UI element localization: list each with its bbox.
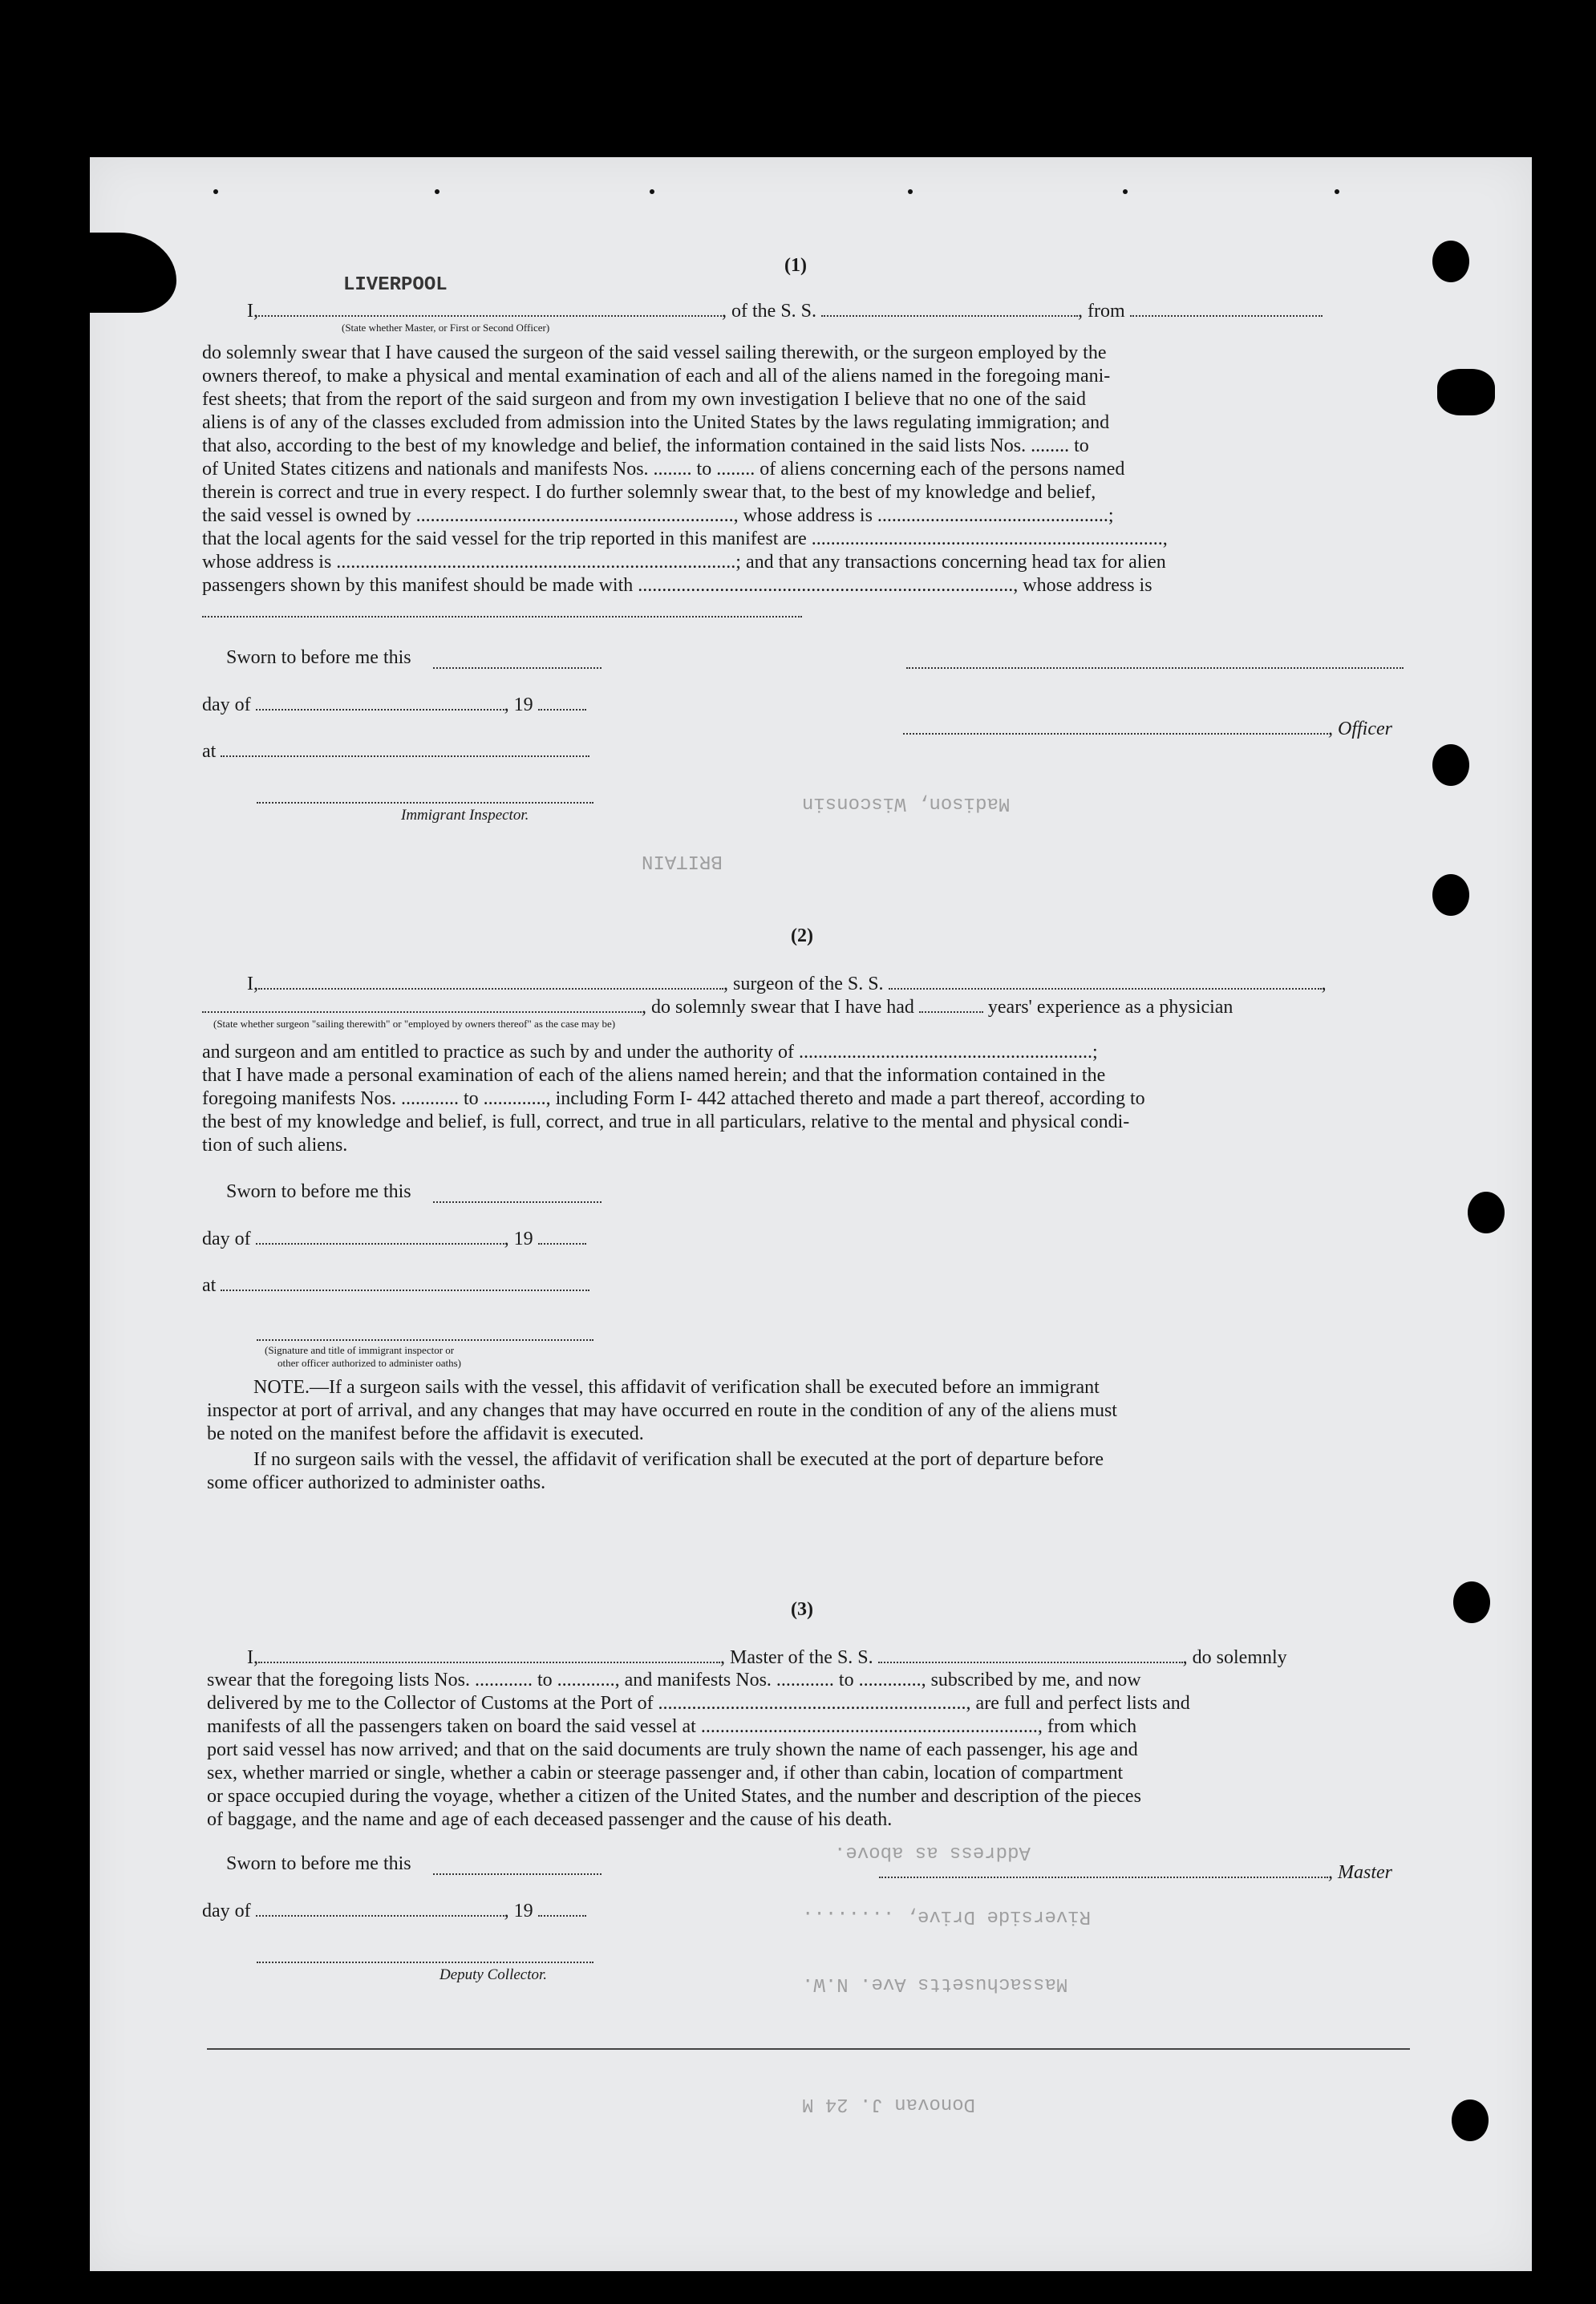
address-line xyxy=(202,616,802,618)
note-line: If no surgeon sails with the vessel, the affidavit of verification shall be executed at the port of departure before xyxy=(253,1449,1104,1470)
oath-line: I, , Master of the S. S. , do solemnly xyxy=(247,1647,1287,1668)
paragraph-line: owners thereof, to make a physical and mental examination of each and all of the aliens named in the foregoing mani- xyxy=(202,366,1111,387)
oath-line: I, , of the S. S. , from xyxy=(247,299,1323,322)
bleed-text: Massachusetts Ave. N.W. xyxy=(802,1973,1068,1994)
oath-line: I, , surgeon of the S. S. , xyxy=(247,974,1327,994)
punch-dot xyxy=(435,189,440,194)
paragraph-line: fest sheets; that from the report of the said surgeon and from my own investigation I believe that no one of the said xyxy=(202,389,1086,410)
paragraph-line: manifests of all the passengers taken on board the said vessel at ......................................................................, from which xyxy=(207,1716,1137,1737)
officer-top-line xyxy=(906,667,1404,669)
paragraph-line: the best of my knowledge and belief, is full, correct, and true in all particulars, relative to the mental and physical condi- xyxy=(202,1112,1130,1132)
day-of-label: day of , 19 xyxy=(202,1899,586,1922)
punch-dot xyxy=(1123,189,1128,194)
paragraph-line: passengers shown by this manifest should be made with .............................................................................., whose address is xyxy=(202,575,1152,596)
sworn-label: Sworn to before me this xyxy=(226,1181,411,1202)
paragraph-line: swear that the foregoing lists Nos. ............ to ............, and manifests Nos. ............ to ............., subscribed by me, and now xyxy=(207,1670,1141,1691)
paragraph-line: aliens is of any of the classes excluded from admission into the United States by the laws regulating immigration; and xyxy=(202,412,1110,433)
oath-line: , do solemnly swear that I have had years' experience as a physician xyxy=(202,995,1233,1018)
paragraph-line: that I have made a personal examination of each of the aliens named herein; and that the information contained in the xyxy=(202,1065,1106,1086)
inspector-caption: Immigrant Inspector. xyxy=(401,807,529,824)
paragraph-line: and surgeon and am entitled to practice as such by and under the authority of .............................................................; xyxy=(202,1042,1098,1063)
punch-dot xyxy=(908,189,913,194)
binder-hole xyxy=(1437,369,1495,415)
bottom-rule xyxy=(207,2048,1410,2050)
signature-line xyxy=(257,1339,593,1341)
paragraph-line: of United States citizens and nationals and manifests Nos. ........ to ........ of aliens concerning each of the persons named xyxy=(202,459,1125,480)
punch-dot xyxy=(1335,189,1339,194)
punch-dot xyxy=(650,189,654,194)
binder-hole xyxy=(1452,2100,1489,2141)
punch-dot xyxy=(213,189,218,194)
sworn-line xyxy=(433,667,602,669)
field-hint: (State whether surgeon "sailing therewith" or "employed by owners thereof" as the case may be) xyxy=(213,1018,616,1030)
day-of-label: day of , 19 xyxy=(202,1227,586,1250)
sworn-line xyxy=(433,1873,602,1875)
at-label: at xyxy=(202,1273,589,1297)
paragraph-line: the said vessel is owned by .................................................................., whose address is ................................................; xyxy=(202,505,1114,526)
officer-line: , Officer xyxy=(903,717,1392,740)
at-label: at xyxy=(202,739,589,763)
section-2-number: (2) xyxy=(791,925,813,946)
bleed-text: Madison, Wisconsin xyxy=(802,792,1011,814)
binder-hole xyxy=(1468,1192,1505,1233)
binder-hole xyxy=(1432,874,1469,916)
paragraph-line: do solemnly swear that I have caused the surgeon of the said vessel sailing therewith, or the surgeon employed by the xyxy=(202,342,1107,363)
bleed-text: Riverside Drive, ........ xyxy=(802,1905,1092,1927)
paragraph-line: that the local agents for the said vessel for the trip reported in this manifest are ........................................................................., xyxy=(202,528,1168,549)
paragraph-line: therein is correct and true in every respect. I do further solemnly swear that, to the best of my knowledge and belief, xyxy=(202,482,1096,503)
paragraph-line: tion of such aliens. xyxy=(202,1135,348,1156)
sworn-label: Sworn to before me this xyxy=(226,1853,411,1874)
signature-caption: (Signature and title of immigrant inspector or xyxy=(265,1344,455,1356)
bleed-text: Donovan J. 24 M xyxy=(802,2093,976,2115)
bleed-text: Address as above. xyxy=(834,1841,1031,1863)
collector-line xyxy=(257,1962,593,1963)
note-line: be noted on the manifest before the affidavit is executed. xyxy=(207,1423,644,1444)
note-line: NOTE.—If a surgeon sails with the vessel, this affidavit of verification shall be executed before an immigrant xyxy=(253,1377,1100,1398)
binder-hole xyxy=(1432,241,1469,282)
binder-hole xyxy=(1453,1581,1490,1623)
section-3-number: (3) xyxy=(791,1599,813,1620)
section-1-number: (1) xyxy=(784,255,807,276)
signature-caption: other officer authorized to administer oaths) xyxy=(277,1357,461,1369)
inspector-line xyxy=(257,802,593,804)
field-hint: (State whether Master, or First or Second Officer) xyxy=(342,322,550,334)
binder-hole xyxy=(1432,744,1469,786)
paragraph-line: sex, whether married or single, whether a cabin or steerage passenger and, if other than cabin, location of compartment xyxy=(207,1763,1124,1784)
note-line: some officer authorized to administer oaths. xyxy=(207,1472,546,1493)
sworn-label: Sworn to before me this xyxy=(226,647,411,668)
collector-caption: Deputy Collector. xyxy=(440,1966,548,1983)
paragraph-line: delivered by me to the Collector of Customs at the Port of ................................................................, are full and perfect lists and xyxy=(207,1693,1190,1714)
paragraph-line: or space occupied during the voyage, whether a citizen of the United States, and the number and description of the pieces xyxy=(207,1786,1141,1807)
paragraph-line: foregoing manifests Nos. ............ to ............., including Form I- 442 attached thereto and made a part thereof, according to xyxy=(202,1088,1145,1109)
day-of-label: day of , 19 xyxy=(202,693,586,716)
paragraph-line: that also, according to the best of my knowledge and belief, the information contained in the said lists Nos. ........ to xyxy=(202,435,1089,456)
paragraph-line: of baggage, and the name and age of each deceased passenger and the cause of his death. xyxy=(207,1809,893,1830)
note-line: inspector at port of arrival, and any changes that may have occurred en route in the condition of any of the aliens must xyxy=(207,1400,1117,1421)
sworn-line xyxy=(433,1201,602,1203)
bleed-text: BRITAIN xyxy=(642,850,723,872)
paragraph-line: port said vessel has now arrived; and that on the said documents are truly shown the name of each passenger, his age and xyxy=(207,1739,1138,1760)
master-line: , Master xyxy=(879,1861,1392,1884)
paragraph-line: whose address is ...................................................................................; and that any transactions concerning head tax for alien xyxy=(202,552,1166,573)
port-stamp: LIVERPOOL xyxy=(343,274,448,296)
